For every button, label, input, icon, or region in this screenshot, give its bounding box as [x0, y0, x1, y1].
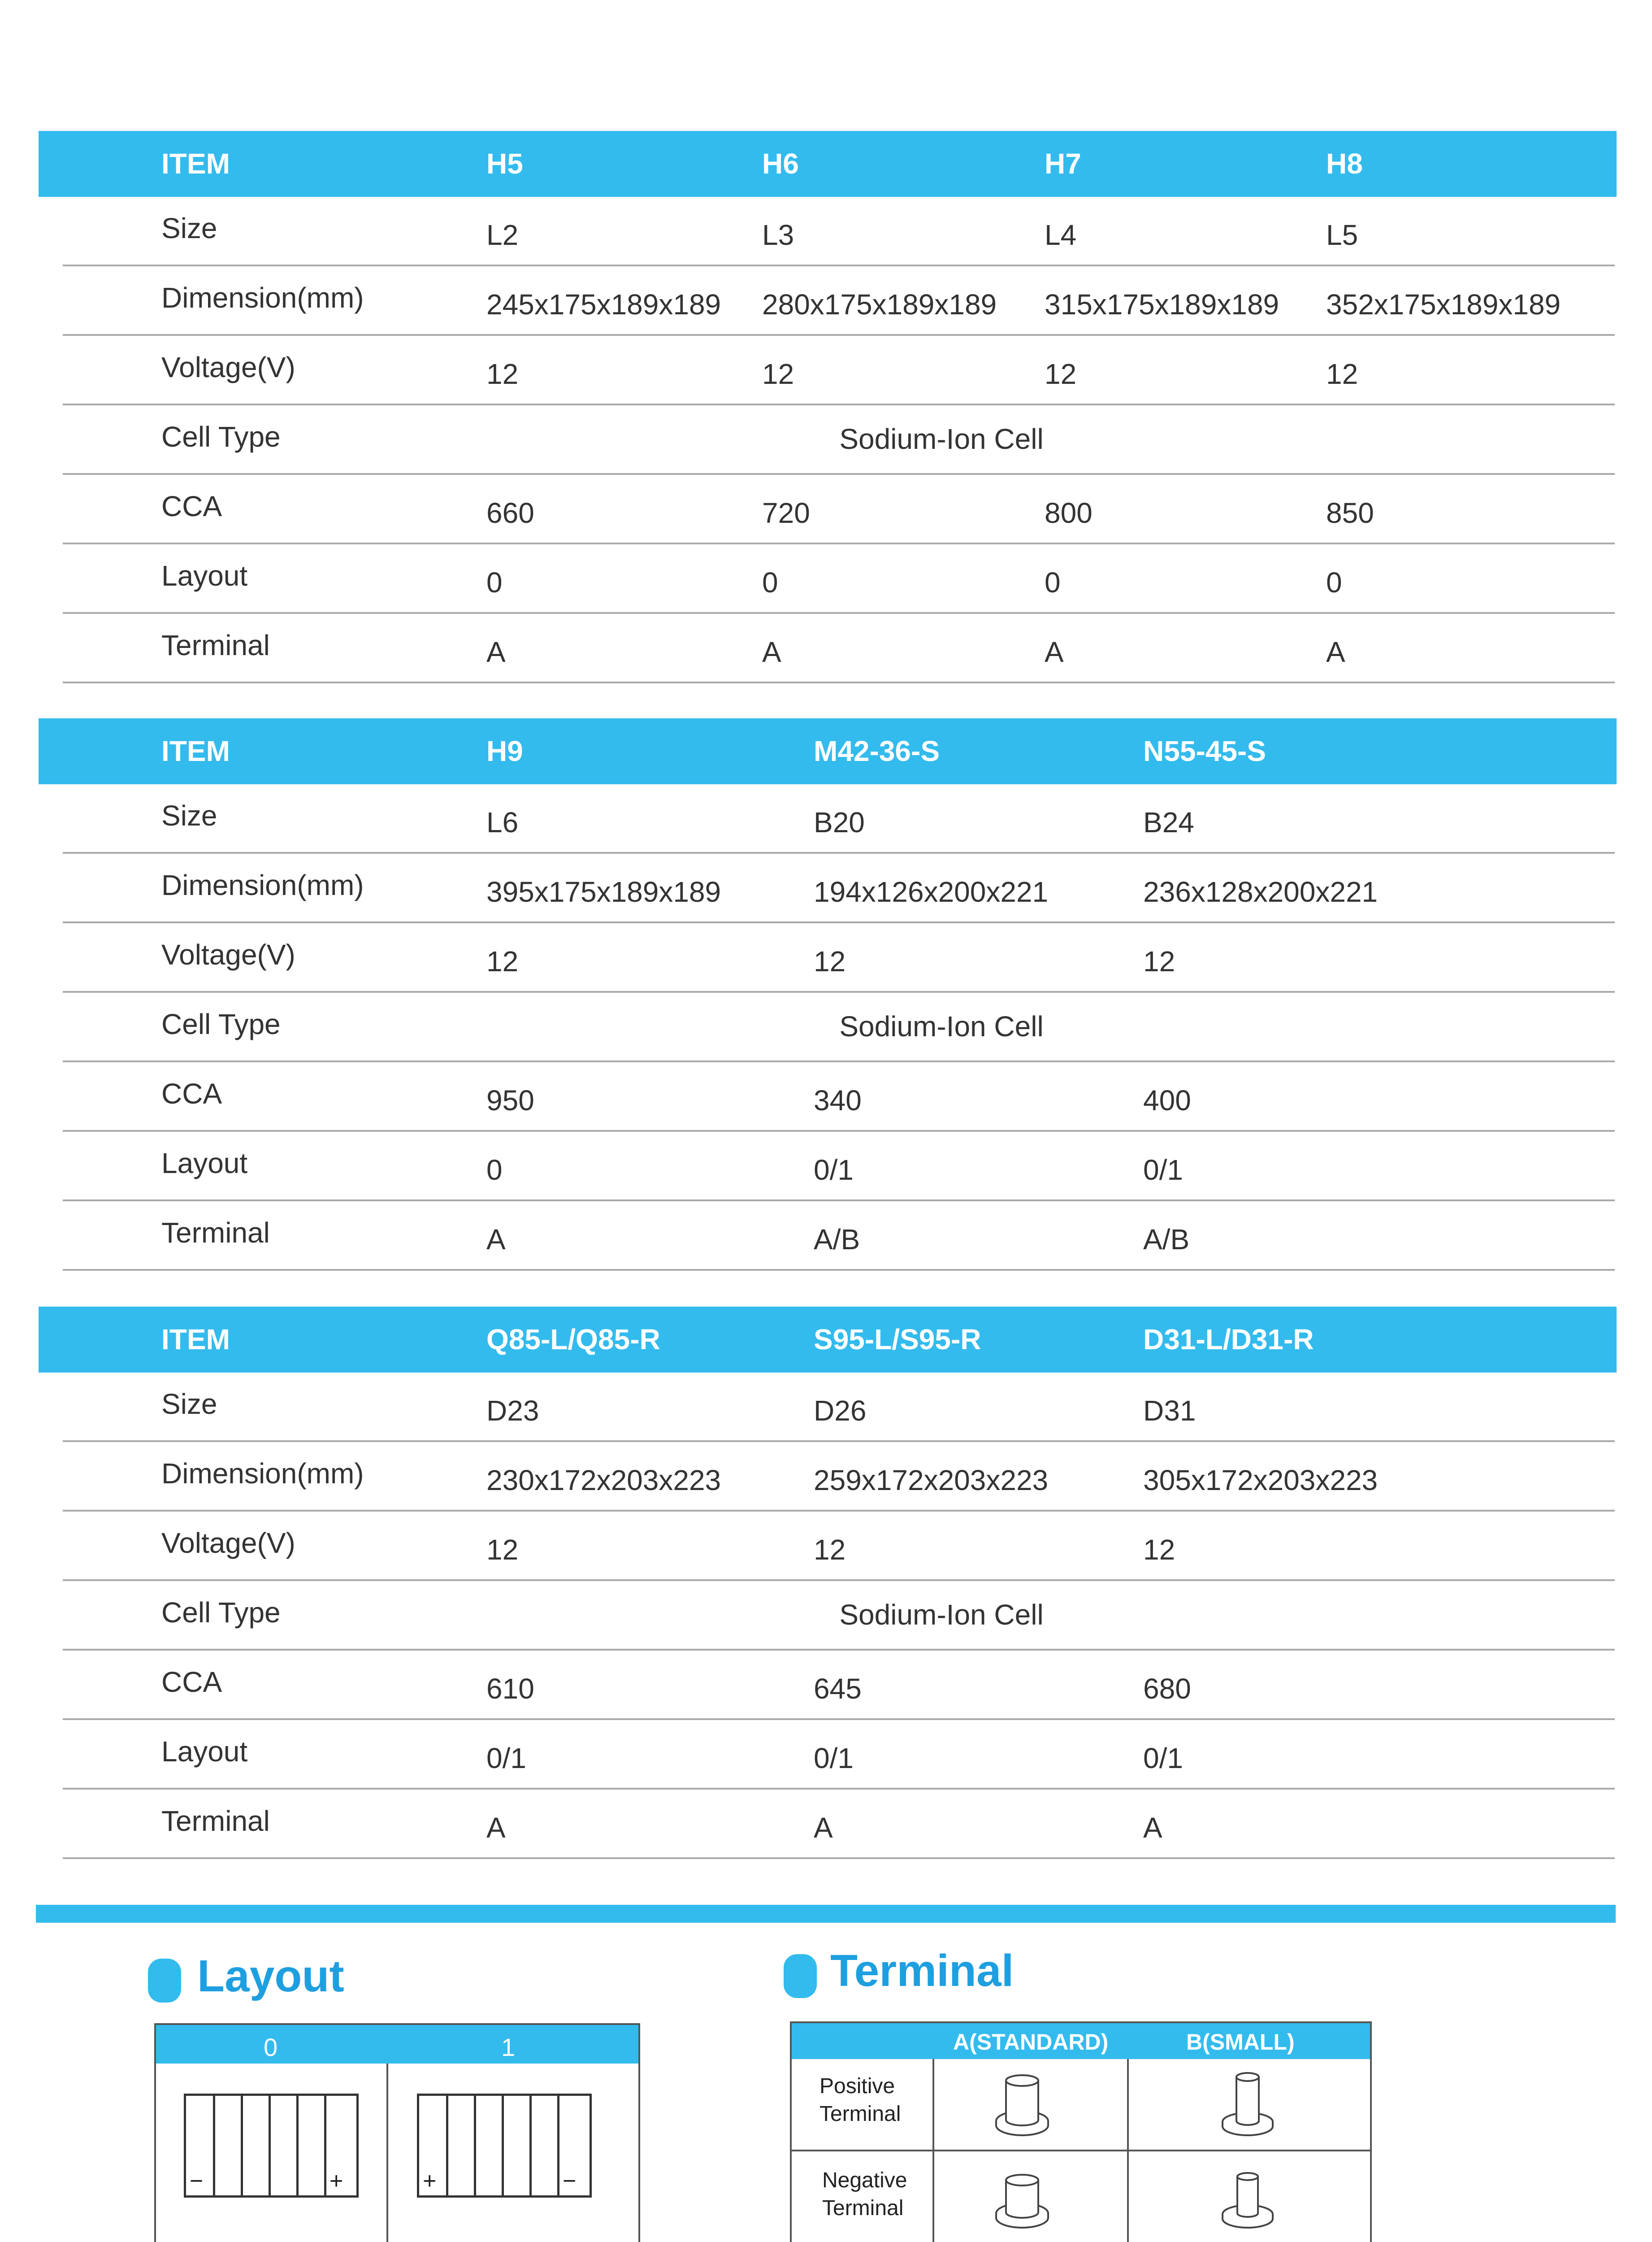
table-cell: 0/1: [486, 1742, 526, 1774]
header-model: H8: [1326, 148, 1363, 180]
header-item: ITEM: [161, 735, 230, 767]
bullet-icon: [148, 1959, 181, 2003]
row-label: Terminal: [161, 1217, 270, 1249]
table-cell: 12: [486, 1534, 519, 1566]
table-row: [0, 854, 1652, 923]
cell-type-value: Sodium-Ion Cell: [839, 1599, 1044, 1631]
table-row: [0, 1201, 1652, 1271]
table-cell: 259x172x203x223: [814, 1464, 1049, 1496]
table-cell: L6: [486, 806, 519, 839]
table-cell: 800: [1045, 497, 1093, 529]
row-label: Cell Type: [161, 421, 281, 453]
battery-layout-1-diagram: [417, 2094, 592, 2198]
spec-table-header: [39, 1307, 1617, 1373]
table-cell: 850: [1326, 497, 1374, 529]
table-row: [0, 1132, 1652, 1201]
layout-divider: [386, 2064, 388, 2242]
standard-positive-terminal-icon: [991, 2068, 1054, 2140]
table-cell: A: [486, 1812, 506, 1844]
row-label: Layout: [161, 560, 248, 592]
header-model: Q85-L/Q85-R: [486, 1323, 660, 1356]
standard-negative-terminal-icon: [991, 2165, 1054, 2232]
row-label: Voltage(V): [161, 939, 295, 971]
positive-sign: +: [423, 2168, 437, 2194]
table-cell: 680: [1143, 1673, 1191, 1705]
header-model: H9: [486, 735, 523, 767]
row-label: Size: [161, 212, 217, 244]
divider-band: [36, 1905, 1616, 1923]
table-row: [0, 1442, 1652, 1512]
table-cell: 315x175x189x189: [1045, 288, 1279, 321]
header-item: ITEM: [161, 148, 230, 180]
table-cell: 0: [486, 566, 503, 599]
row-label: Cell Type: [161, 1008, 281, 1040]
table-cell: 340: [814, 1084, 862, 1117]
header-item: ITEM: [161, 1323, 230, 1356]
table-cell: 0/1: [814, 1742, 854, 1774]
header-model: N55-45-S: [1143, 735, 1266, 767]
small-negative-terminal-icon: [1218, 2163, 1277, 2232]
header-model: H7: [1045, 148, 1081, 180]
table-cell: 12: [1143, 1534, 1175, 1566]
table-cell: 245x175x189x189: [486, 288, 721, 321]
table-cell: D23: [486, 1395, 539, 1427]
table-row: [0, 1062, 1652, 1132]
table-row: [0, 1373, 1652, 1442]
row-label: Layout: [161, 1147, 248, 1179]
table-cell: A/B: [814, 1223, 860, 1256]
table-cell: L3: [762, 219, 794, 251]
row-label: Layout: [161, 1735, 248, 1768]
row-label: Terminal: [161, 1805, 270, 1837]
table-row: [0, 197, 1652, 266]
row-label: CCA: [161, 490, 222, 522]
table-cell: L2: [486, 219, 519, 251]
table-cell: A: [814, 1812, 833, 1844]
table-row: [0, 1651, 1652, 1720]
table-row: [0, 1512, 1652, 1581]
negative-terminal-label: Negative Terminal: [822, 2168, 907, 2220]
header-model: S95-L/S95-R: [814, 1323, 981, 1356]
table-cell: 0: [1326, 566, 1342, 599]
row-divider: [63, 682, 1615, 683]
table-cell: 0: [486, 1154, 503, 1186]
table-cell: 12: [1045, 358, 1077, 390]
row-label: Voltage(V): [161, 351, 295, 383]
table-cell: 0/1: [1143, 1154, 1183, 1186]
table-row: [0, 614, 1652, 683]
row-divider: [63, 1269, 1615, 1271]
table-cell: 395x175x189x189: [486, 876, 721, 908]
bullet-icon: [784, 1954, 817, 1998]
row-label: Terminal: [161, 629, 270, 661]
table-cell: 230x172x203x223: [486, 1464, 721, 1496]
table-cell: A/B: [1143, 1223, 1190, 1256]
layout-section-title: Layout: [197, 1951, 344, 2001]
table-row: [0, 1581, 1652, 1651]
table-cell: 610: [486, 1673, 534, 1705]
table-cell: 0: [1045, 566, 1061, 599]
table-cell: 194x126x200x221: [814, 876, 1049, 908]
row-label: CCA: [161, 1666, 222, 1698]
table-cell: B24: [1143, 806, 1194, 839]
terminal-section-title: Terminal: [830, 1946, 1014, 1996]
cell-type-value: Sodium-Ion Cell: [839, 1010, 1044, 1043]
negative-sign: −: [563, 2168, 577, 2194]
table-cell: 280x175x189x189: [762, 288, 997, 321]
table-cell: 12: [814, 1534, 846, 1566]
spec-table-header: [39, 718, 1617, 784]
table-cell: A: [1143, 1812, 1162, 1844]
table-row: [0, 1790, 1652, 1859]
header-model: H5: [486, 148, 523, 180]
table-row: [0, 1720, 1652, 1790]
row-label: Dimension(mm): [161, 869, 364, 901]
table-cell: 12: [814, 945, 846, 978]
terminal-table-header: [792, 2023, 1370, 2059]
table-cell: A: [486, 636, 506, 668]
table-cell: 305x172x203x223: [1143, 1464, 1378, 1496]
table-cell: L5: [1326, 219, 1358, 251]
table-cell: A: [762, 636, 781, 668]
row-label: Dimension(mm): [161, 1457, 364, 1490]
table-cell: 660: [486, 497, 534, 529]
table-cell: A: [1045, 636, 1064, 668]
layout-column-0: 0: [264, 2033, 278, 2061]
row-label: Dimension(mm): [161, 282, 364, 314]
table-cell: 236x128x200x221: [1143, 876, 1378, 908]
table-cell: 645: [814, 1673, 862, 1705]
table-row: [0, 923, 1652, 993]
layout-column-1: 1: [501, 2033, 516, 2061]
row-label: CCA: [161, 1078, 222, 1110]
row-label: Cell Type: [161, 1596, 281, 1629]
terminal-table: [790, 2021, 1372, 2242]
table-row: [0, 405, 1652, 475]
cell-type-value: Sodium-Ion Cell: [839, 423, 1044, 455]
table-row: [0, 544, 1652, 614]
table-cell: 12: [486, 358, 519, 390]
negative-sign: −: [190, 2168, 204, 2194]
layout-table-header: [156, 2025, 638, 2064]
table-cell: D31: [1143, 1395, 1196, 1427]
table-cell: 950: [486, 1084, 534, 1117]
table-cell: 12: [1143, 945, 1175, 978]
table-cell: A: [1326, 636, 1345, 668]
spec-table-header: [39, 131, 1617, 197]
header-model: D31-L/D31-R: [1143, 1323, 1314, 1356]
table-cell: 12: [762, 358, 794, 390]
terminal-column-standard: A(STANDARD): [953, 2029, 1109, 2055]
positive-sign: +: [330, 2168, 343, 2194]
terminal-column-small: B(SMALL): [1186, 2029, 1295, 2055]
table-row: [0, 475, 1652, 544]
table-cell: D26: [814, 1395, 867, 1427]
table-cell: 400: [1143, 1084, 1191, 1117]
row-label: Size: [161, 799, 217, 832]
table-cell: 12: [486, 945, 519, 978]
table-row: [0, 336, 1652, 405]
row-divider: [63, 1857, 1615, 1859]
header-model: M42-36-S: [814, 735, 940, 767]
positive-terminal-label: Positive Terminal: [819, 2074, 901, 2126]
table-row: [0, 784, 1652, 854]
table-cell: 0: [762, 566, 778, 599]
battery-layout-0-diagram: [184, 2094, 359, 2198]
table-cell: 352x175x189x189: [1326, 288, 1561, 321]
table-cell: 720: [762, 497, 810, 529]
table-row: [0, 266, 1652, 336]
table-cell: 12: [1326, 358, 1358, 390]
row-label: Voltage(V): [161, 1527, 295, 1559]
table-cell: 0/1: [814, 1154, 854, 1186]
table-cell: L4: [1045, 219, 1077, 251]
table-cell: 0/1: [1143, 1742, 1183, 1774]
table-row: [0, 993, 1652, 1062]
table-cell: A: [486, 1223, 506, 1256]
header-model: H6: [762, 148, 799, 180]
layout-table: [154, 2023, 640, 2242]
small-positive-terminal-icon: [1218, 2066, 1277, 2140]
row-label: Size: [161, 1388, 217, 1420]
table-cell: B20: [814, 806, 865, 839]
